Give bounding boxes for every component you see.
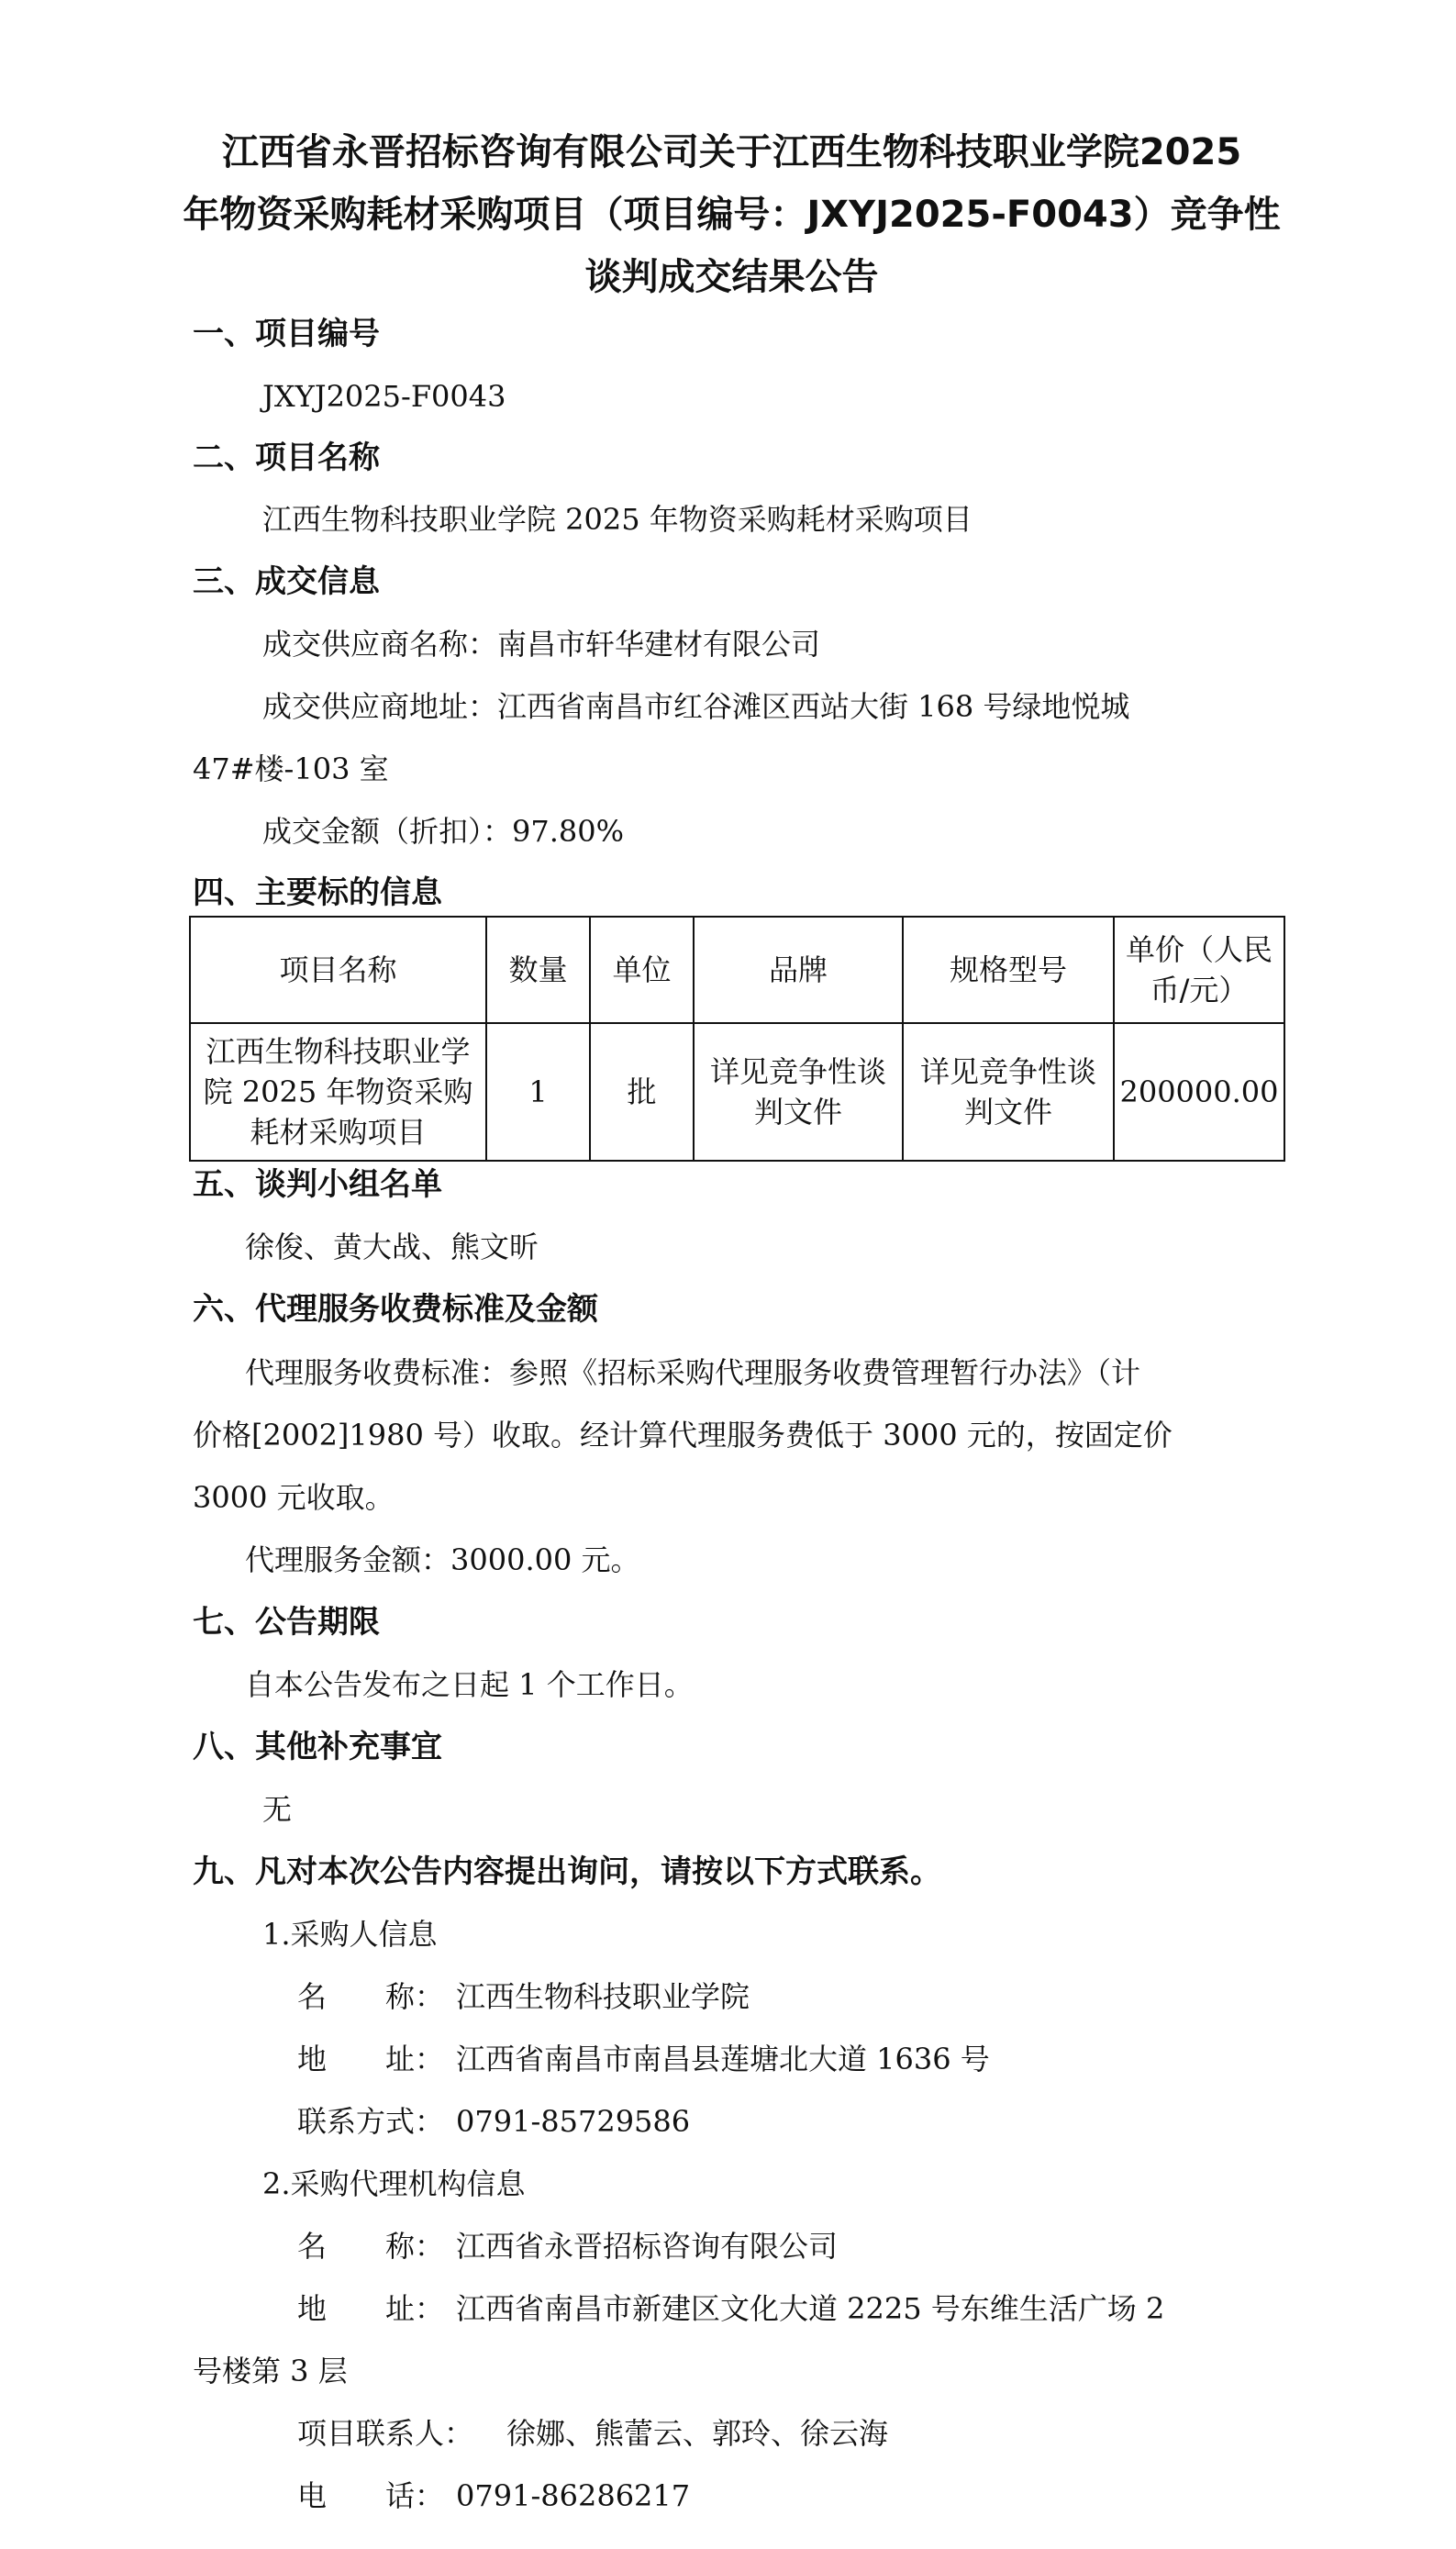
table-header-cell: 数量 xyxy=(486,917,590,1023)
table-header-cell: 单价（人民币/元） xyxy=(1114,917,1284,1023)
section-6-heading: 六、代理服务收费标准及金额 xyxy=(193,1291,598,1328)
section-1-heading: 一、项目编号 xyxy=(193,316,380,352)
deal-amount: 成交金额（折扣）：97.80% xyxy=(262,814,625,849)
table-cell: 200000.00 xyxy=(1114,1023,1284,1161)
purchaser-contact-line xyxy=(297,2101,690,2142)
purchaser-address-label: 地 址： xyxy=(297,2042,445,2076)
purchaser-address-line xyxy=(297,2039,990,2079)
agency-name: 江西省永晋招标咨询有限公司 xyxy=(456,2229,839,2264)
title-line-2: 年物资采购耗材采购项目（项目编号：JXYJ2025-F0043）竞争性 xyxy=(183,194,1281,236)
purchaser-address: 江西省南昌市南昌县莲塘北大道 1636 号 xyxy=(456,2042,990,2076)
table-cell: 江西生物科技职业学院 2025 年物资采购耗材采购项目 xyxy=(190,1023,486,1161)
other-matters: 无 xyxy=(262,1792,293,1827)
fee-standard-line-1: 代理服务收费标准：参照《招标采购代理服务收费管理暂行办法》（计 xyxy=(245,1355,1141,1390)
table-cell: 批 xyxy=(590,1023,694,1161)
agency-contacts-line xyxy=(297,2413,888,2454)
bid-info-table xyxy=(189,916,1285,1162)
project-number: JXYJ2025-F0043 xyxy=(262,379,506,414)
agency-info-title: 2.采购代理机构信息 xyxy=(262,2166,526,2201)
table-cell: 详见竞争性谈判文件 xyxy=(903,1023,1114,1161)
title-line-1: 江西省永晋招标咨询有限公司关于江西生物科技职业学院2025 xyxy=(221,131,1242,173)
purchaser-name: 江西生物科技职业学院 xyxy=(456,1979,750,2014)
agency-contacts-label: 项目联系人： xyxy=(297,2416,474,2451)
table-row xyxy=(190,1023,1284,1161)
agency-phone-label: 电 话： xyxy=(297,2478,445,2513)
agency-name-line xyxy=(297,2226,838,2266)
agency-phone: 0791-86286217 xyxy=(456,2478,691,2513)
purchaser-contact: 0791-85729586 xyxy=(456,2104,691,2139)
table-header-cell: 品牌 xyxy=(694,917,903,1023)
table-header-cell: 项目名称 xyxy=(190,917,486,1023)
supplier-name: 成交供应商名称：南昌市轩华建材有限公司 xyxy=(262,627,821,662)
panel-members: 徐俊、黄大战、熊文昕 xyxy=(245,1230,539,1264)
agency-name-label: 名 称： xyxy=(297,2229,445,2264)
table-header-cell: 单位 xyxy=(590,917,694,1023)
table-header-cell: 规格型号 xyxy=(903,917,1114,1023)
project-name: 江西生物科技职业学院 2025 年物资采购耗材采购项目 xyxy=(262,502,973,537)
section-5-heading: 五、谈判小组名单 xyxy=(193,1166,442,1203)
section-3-heading: 三、成交信息 xyxy=(193,563,380,600)
agency-address-label: 地 址： xyxy=(297,2291,445,2326)
agency-address-line-2: 号楼第 3 层 xyxy=(193,2354,348,2388)
notice-period: 自本公告发布之日起 1 个工作日。 xyxy=(245,1667,694,1702)
table-header-row xyxy=(190,917,1284,1023)
section-2-heading: 二、项目名称 xyxy=(193,440,380,476)
purchaser-contact-label: 联系方式： xyxy=(297,2104,445,2139)
table-cell: 详见竞争性谈判文件 xyxy=(694,1023,903,1161)
agency-phone-line xyxy=(297,2476,690,2516)
supplier-address-line-1: 成交供应商地址：江西省南昌市红谷滩区西站大街 168 号绿地悦城 xyxy=(262,689,1130,724)
agency-address-line-1: 江西省南昌市新建区文化大道 2225 号东维生活广场 2 xyxy=(456,2291,1165,2326)
fee-standard-line-3: 3000 元收取。 xyxy=(193,1480,395,1515)
purchaser-name-label: 名 称： xyxy=(297,1979,445,2014)
purchaser-info-title: 1.采购人信息 xyxy=(262,1917,438,1952)
agency-address-line xyxy=(297,2288,1164,2329)
purchaser-name-line xyxy=(297,1976,750,2017)
section-4-heading: 四、主要标的信息 xyxy=(193,874,442,911)
section-9-heading: 九、凡对本次公告内容提出询问，请按以下方式联系。 xyxy=(193,1853,941,1890)
document-title xyxy=(179,121,1284,308)
agency-contacts: 徐娜、熊蕾云、郭玲、徐云海 xyxy=(506,2416,889,2451)
section-8-heading: 八、其他补充事宜 xyxy=(193,1729,442,1765)
fee-standard-line-2: 价格[2002]1980 号）收取。经计算代理服务费低于 3000 元的，按固定价 xyxy=(193,1418,1173,1453)
section-7-heading: 七、公告期限 xyxy=(193,1604,380,1641)
supplier-address-line-2: 47#楼-103 室 xyxy=(193,751,389,786)
title-line-3: 谈判成交结果公告 xyxy=(584,256,879,298)
table-cell: 1 xyxy=(486,1023,590,1161)
fee-amount: 代理服务金额：3000.00 元。 xyxy=(245,1542,640,1577)
